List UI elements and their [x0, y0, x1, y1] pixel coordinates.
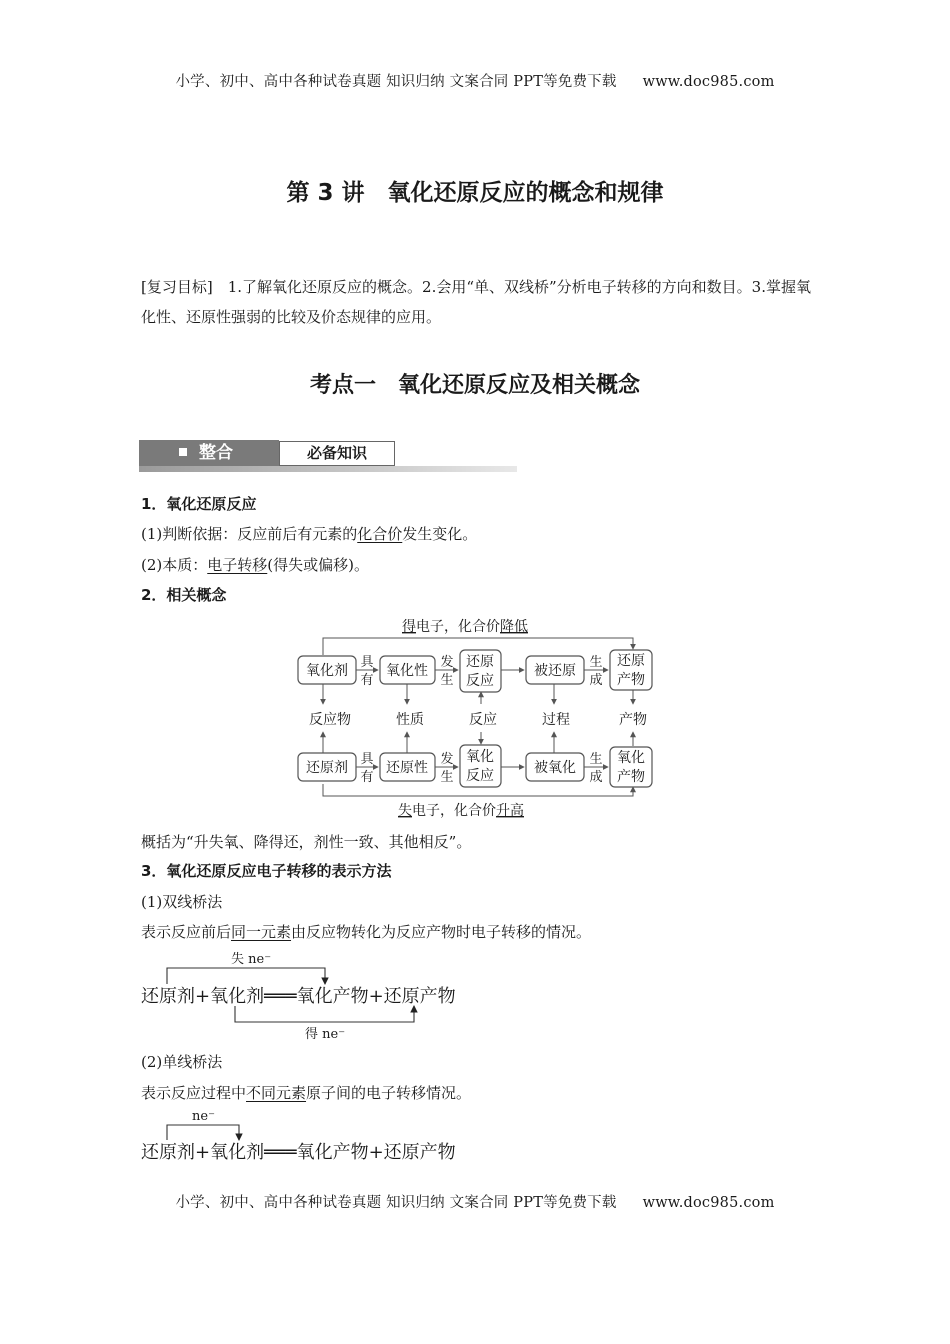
para-2-post: (得失或偏移)。	[267, 556, 369, 574]
footer-site: www.doc985.com	[642, 1195, 775, 1211]
header-text: 小学、初中、高中各种试卷真题 知识归纳 文案合同 PPT等免费下载	[175, 74, 617, 90]
box-oxidizing: 氧化性	[386, 663, 428, 679]
box-oxidant: 氧化剂	[306, 663, 348, 679]
double-bridge-diagram	[139, 948, 479, 1042]
para-2-pre: (2)本质：	[141, 556, 208, 574]
method-1: (1)双线桥法	[141, 893, 223, 911]
box-oxidation-1: 氧化	[466, 749, 494, 765]
conn-r1-3b: 成	[589, 673, 603, 688]
para-2-underline: 电子转移	[207, 556, 268, 574]
box-oxidized: 被氧化	[534, 760, 576, 776]
m1-post: 由反应物转化为反应产物时电子转移的情况。	[291, 923, 592, 941]
page-footer	[0, 1191, 950, 1212]
goals-text: 1.了解氧化还原反应的概念。2.会用“单、双线桥”分析电子转移的方向和数目。3.掌握氧化性、还原性强弱的比较及价态规律的应用。	[141, 278, 811, 326]
double-equation: 还原剂+氧化剂═══氧化产物+还原产物	[141, 986, 456, 1007]
concept-diagram	[290, 612, 660, 822]
para-2	[141, 555, 369, 575]
conn-r1-2b: 生	[440, 673, 454, 688]
box-red-product-1: 还原	[617, 653, 645, 669]
box-reductant: 还原剂	[306, 760, 348, 776]
para-1-underline: 化合价	[357, 525, 403, 543]
section-banner	[139, 440, 517, 472]
m2-post: 原子间的电子转移情况。	[306, 1084, 472, 1102]
heading-3: 3．氧化还原反应电子转移的表示方法	[141, 862, 392, 880]
conn-r1-3a: 生	[589, 655, 603, 670]
section-title: 考点一 氧化还原反应及相关概念	[309, 373, 640, 398]
banner-left-label: 整合	[199, 443, 233, 463]
mid-property: 性质	[396, 712, 424, 728]
box-ox-product-1: 氧化	[617, 750, 645, 766]
m2-pre: 表示反应过程中	[141, 1084, 247, 1102]
header-site: www.doc985.com	[642, 74, 775, 90]
m1-pre: 表示反应前后	[141, 923, 232, 941]
mid-reactant: 反应物	[309, 712, 351, 728]
conn-r2-1a: 具	[360, 752, 374, 767]
heading-2: 2．相关概念	[141, 586, 227, 604]
conn-r2-3a: 生	[589, 752, 603, 767]
page-title: 第 3 讲 氧化还原反应的概念和规律	[286, 180, 664, 206]
banner-left	[139, 440, 279, 466]
footer-text: 小学、初中、高中各种试卷真题 知识归纳 文案合同 PPT等免费下载	[175, 1195, 617, 1211]
conn-r2-3b: 成	[589, 770, 603, 785]
m2-underline: 不同元素	[246, 1084, 307, 1102]
page-header	[0, 70, 950, 91]
bottom-label: 失电子，化合价升高	[398, 803, 524, 819]
conn-r1-1a: 具	[360, 655, 374, 670]
single-equation: 还原剂+氧化剂═══氧化产物+还原产物	[141, 1142, 456, 1163]
goals-label: [复习目标]	[141, 278, 213, 296]
double-top-label: 失 ne⁻	[231, 952, 272, 967]
double-bottom-label: 得 ne⁻	[305, 1027, 346, 1042]
review-goals	[141, 272, 813, 332]
mid-product: 产物	[619, 712, 647, 728]
conn-r1-1b: 有	[360, 673, 374, 688]
box-reduced: 被还原	[534, 663, 576, 679]
mid-reaction: 反应	[469, 712, 497, 728]
para-1	[141, 524, 477, 544]
m1-underline: 同一元素	[231, 923, 292, 941]
summary: 概括为“升失氧、降得还，剂性一致、其他相反”。	[141, 833, 472, 851]
square-icon	[179, 448, 187, 456]
method-2: (2)单线桥法	[141, 1053, 223, 1071]
banner-right: 必备知识	[279, 441, 395, 466]
box-red-product-2: 产物	[617, 672, 645, 688]
box-reduction-2: 反应	[466, 673, 494, 689]
box-reduction-1: 还原	[466, 654, 494, 670]
conn-r2-2a: 发	[440, 752, 454, 767]
box-ox-product-2: 产物	[617, 769, 645, 785]
single-bridge-diagram	[139, 1106, 479, 1164]
para-1-post: 发生变化。	[402, 525, 478, 543]
single-top-label: ne⁻	[192, 1109, 215, 1124]
heading-1: 1．氧化还原反应	[141, 495, 257, 513]
box-reducing: 还原性	[386, 760, 428, 776]
method-2-desc	[141, 1083, 471, 1103]
method-1-desc	[141, 922, 591, 942]
banner-fade	[139, 466, 517, 472]
conn-r1-2a: 发	[440, 655, 454, 670]
conn-r2-1b: 有	[360, 770, 374, 785]
box-oxidation-2: 反应	[466, 768, 494, 784]
top-label: 得电子，化合价降低	[402, 619, 528, 635]
para-1-pre: (1)判断依据：反应前后有元素的	[141, 525, 358, 543]
conn-r2-2b: 生	[440, 770, 454, 785]
mid-process: 过程	[542, 712, 570, 728]
